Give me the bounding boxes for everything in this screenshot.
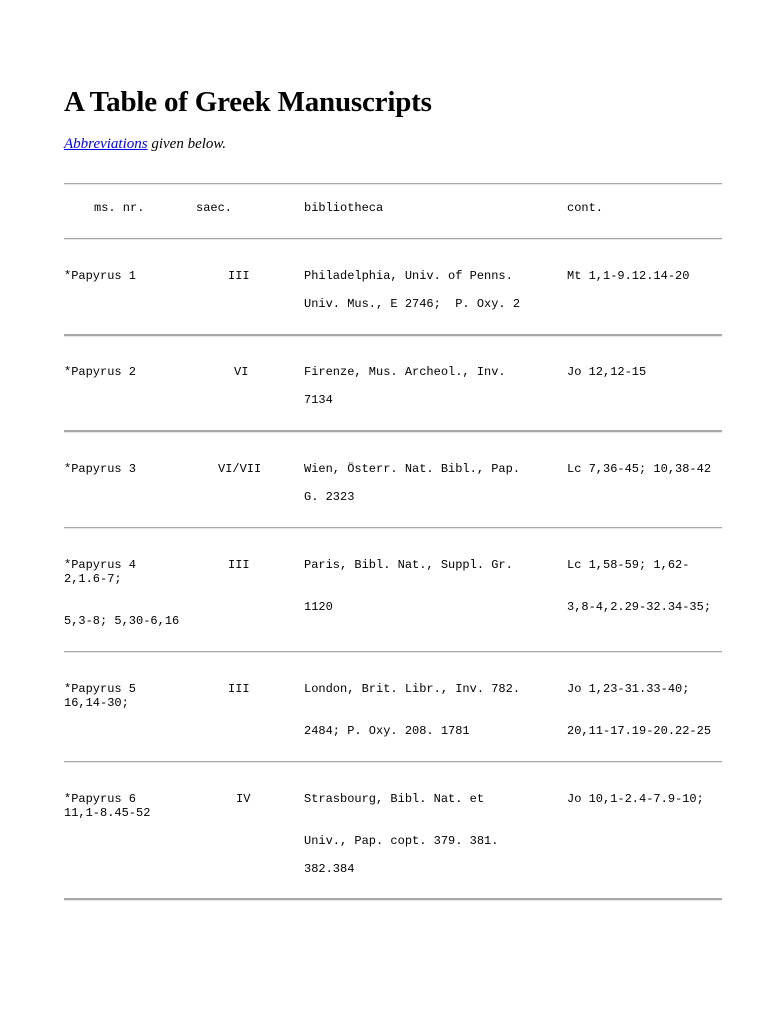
cont-cell: Jo 12,12-15 (567, 365, 647, 379)
bibliotheca-cell: 7134 (304, 393, 333, 407)
bibliotheca-cell: Paris, Bibl. Nat., Suppl. Gr. (304, 558, 513, 572)
ms-number-cell: 5,3-8; 5,30-6,16 (64, 614, 180, 628)
bibliotheca-cell: Firenze, Mus. Archeol., Inv. (304, 365, 506, 379)
cont-cell: 20,11-17.19-20.22-25 (567, 724, 712, 738)
cont-cell: Mt 1,1-9.12.14-20 (567, 269, 690, 283)
cont-cell: Jo 1,23-31.33-40; (567, 682, 690, 696)
column-header-ms-nr: ms. nr. (94, 201, 145, 215)
bibliotheca-cell: Wien, Österr. Nat. Bibl., Pap. (304, 462, 521, 476)
column-header-bibliotheca: bibliotheca (304, 201, 384, 215)
ms-number-cell: 11,1-8.45-52 (64, 806, 151, 820)
saec-cell: IV (236, 792, 251, 806)
saec-cell: VI/VII (218, 462, 262, 476)
bibliotheca-cell: Univ., Pap. copt. 379. 381. (304, 834, 499, 848)
column-header-cont: cont. (567, 201, 604, 215)
abbreviations-link[interactable]: Abbreviations (64, 136, 148, 152)
bibliotheca-cell: 2484; P. Oxy. 208. 1781 (304, 724, 470, 738)
cont-cell: 3,8-4,2.29-32.34-35; (567, 600, 712, 614)
saec-cell: III (228, 558, 250, 572)
ms-number-cell: *Papyrus 5 (64, 682, 137, 696)
ms-number-cell: *Papyrus 3 (64, 462, 137, 476)
ms-number-cell: 16,14-30; (64, 696, 129, 710)
ms-number-cell: *Papyrus 6 (64, 792, 137, 806)
bibliotheca-cell: Univ. Mus., E 2746; P. Oxy. 2 (304, 297, 521, 311)
saec-cell: III (228, 269, 250, 283)
row-divider (64, 761, 722, 763)
saec-cell: III (228, 682, 250, 696)
cont-cell: Lc 1,58-59; 1,62- (567, 558, 690, 572)
ms-number-cell: *Papyrus 1 (64, 269, 137, 283)
page-title: A Table of Greek Manuscripts (64, 86, 432, 118)
bibliotheca-cell: Strasbourg, Bibl. Nat. et (304, 792, 485, 806)
bibliotheca-cell: 1120 (304, 600, 333, 614)
ms-number-cell: *Papyrus 4 (64, 558, 137, 572)
ms-number-cell: *Papyrus 2 (64, 365, 137, 379)
cont-cell: Jo 10,1-2.4-7.9-10; (567, 792, 704, 806)
bibliotheca-cell: 382.384 (304, 862, 355, 876)
saec-cell: VI (234, 365, 249, 379)
header-bottom-rule (64, 238, 722, 240)
row-divider (64, 527, 722, 529)
row-divider (64, 334, 722, 337)
table-bottom-rule (64, 898, 722, 901)
ms-number-cell: 2,1.6-7; (64, 572, 122, 586)
column-header-saec: saec. (196, 201, 233, 215)
bibliotheca-cell: Philadelphia, Univ. of Penns. (304, 269, 513, 283)
bibliotheca-cell: G. 2323 (304, 490, 355, 504)
row-divider (64, 651, 722, 653)
row-divider (64, 430, 722, 433)
bibliotheca-cell: London, Brit. Libr., Inv. 782. (304, 682, 521, 696)
intro-text: given below. (147, 136, 227, 152)
table-top-rule (64, 183, 722, 185)
cont-cell: Lc 7,36-45; 10,38-42 (567, 462, 712, 476)
intro-line (64, 136, 226, 153)
